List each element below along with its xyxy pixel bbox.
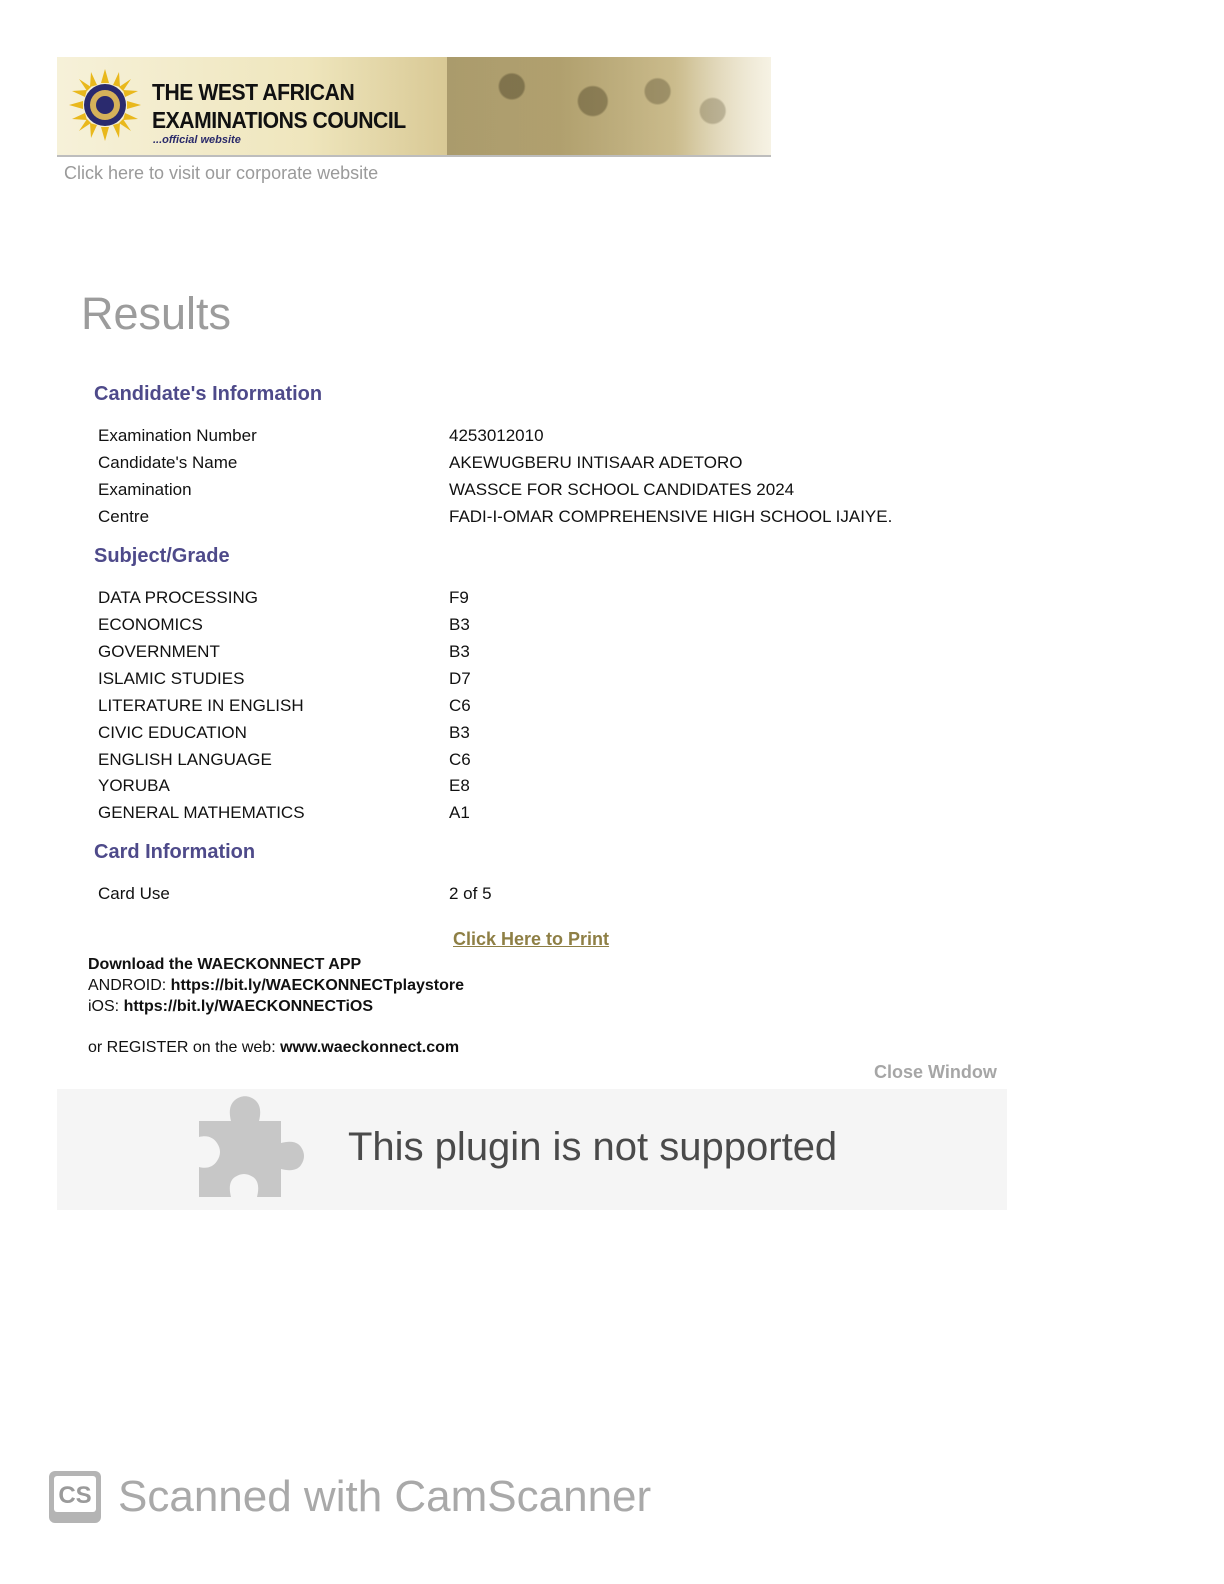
subject-name: YORUBA <box>98 776 170 795</box>
subject-name: GOVERNMENT <box>98 642 220 661</box>
camscanner-watermark: Scanned with CamScanner <box>118 1472 652 1521</box>
subject-grade: C6 <box>449 696 471 715</box>
banner-graduates-photo <box>447 57 771 155</box>
subject-name: DATA PROCESSING <box>98 588 258 607</box>
plugin-placeholder <box>57 1089 1007 1210</box>
subject-grade: D7 <box>449 669 471 688</box>
org-name-line1: THE WEST AFRICAN <box>152 79 355 105</box>
info-value: 4253012010 <box>449 426 544 445</box>
info-value: AKEWUGBERU INTISAAR ADETORO <box>449 453 743 472</box>
card-use-value: 2 of 5 <box>449 884 492 903</box>
info-value: FADI-I-OMAR COMPREHENSIVE HIGH SCHOOL IJAIYE. <box>449 507 893 526</box>
subject-grade-heading: Subject/Grade <box>94 545 230 567</box>
app-download-line <box>88 956 361 974</box>
ios-line <box>88 998 373 1016</box>
info-label: Examination <box>98 480 192 499</box>
info-label: Centre <box>98 507 150 526</box>
subject-grade: C6 <box>449 750 471 769</box>
ios-label: iOS: <box>88 998 124 1015</box>
app-download-title: Download the WAECKONNECT APP <box>88 956 362 973</box>
subject-name: ISLAMIC STUDIES <box>98 669 245 688</box>
camscanner-logo-text: CS <box>58 1482 92 1509</box>
register-line <box>88 1039 459 1057</box>
candidate-info-heading: Candidate's Information <box>94 383 323 405</box>
subject-grade: E8 <box>449 776 470 795</box>
android-url-link[interactable]: https://bit.ly/WAECKONNECTplaystore <box>170 977 465 994</box>
register-url-link[interactable]: www.waeckonnect.com <box>280 1039 460 1056</box>
waec-seal-icon <box>69 69 141 141</box>
subject-name: GENERAL MATHEMATICS <box>98 803 305 822</box>
subject-grade: A1 <box>449 803 470 822</box>
plugin-message: This plugin is not supported <box>348 1125 838 1169</box>
subject-name: LITERATURE IN ENGLISH <box>98 696 304 715</box>
waec-banner[interactable] <box>57 57 771 157</box>
card-info-heading: Card Information <box>94 841 256 863</box>
subject-grade: B3 <box>449 723 470 742</box>
subject-grade: F9 <box>449 588 469 607</box>
ios-url-link[interactable]: https://bit.ly/WAECKONNECTiOS <box>123 998 374 1015</box>
card-use-label: Card Use <box>98 884 170 903</box>
info-value: WASSCE FOR SCHOOL CANDIDATES 2024 <box>449 480 795 499</box>
android-label: ANDROID: <box>88 977 171 994</box>
subject-name: ENGLISH LANGUAGE <box>98 750 272 769</box>
android-line <box>88 977 464 995</box>
print-link[interactable]: Click Here to Print <box>453 929 610 949</box>
subject-grade: B3 <box>449 642 470 661</box>
camscanner-logo-icon <box>48 1470 102 1524</box>
close-window-button[interactable]: Close Window <box>874 1062 997 1082</box>
info-label: Examination Number <box>98 426 257 445</box>
register-label: or REGISTER on the web: <box>88 1039 281 1056</box>
subject-name: ECONOMICS <box>98 615 203 634</box>
info-label: Candidate's Name <box>98 453 238 472</box>
subject-name: CIVIC EDUCATION <box>98 723 247 742</box>
subject-grade: B3 <box>449 615 470 634</box>
corporate-website-link[interactable]: Click here to visit our corporate website <box>64 163 379 183</box>
page-title: Results <box>81 288 232 339</box>
org-name-line2: EXAMINATIONS COUNCIL <box>152 107 406 133</box>
org-tagline: ...official website <box>153 134 241 146</box>
puzzle-icon <box>195 1093 305 1203</box>
